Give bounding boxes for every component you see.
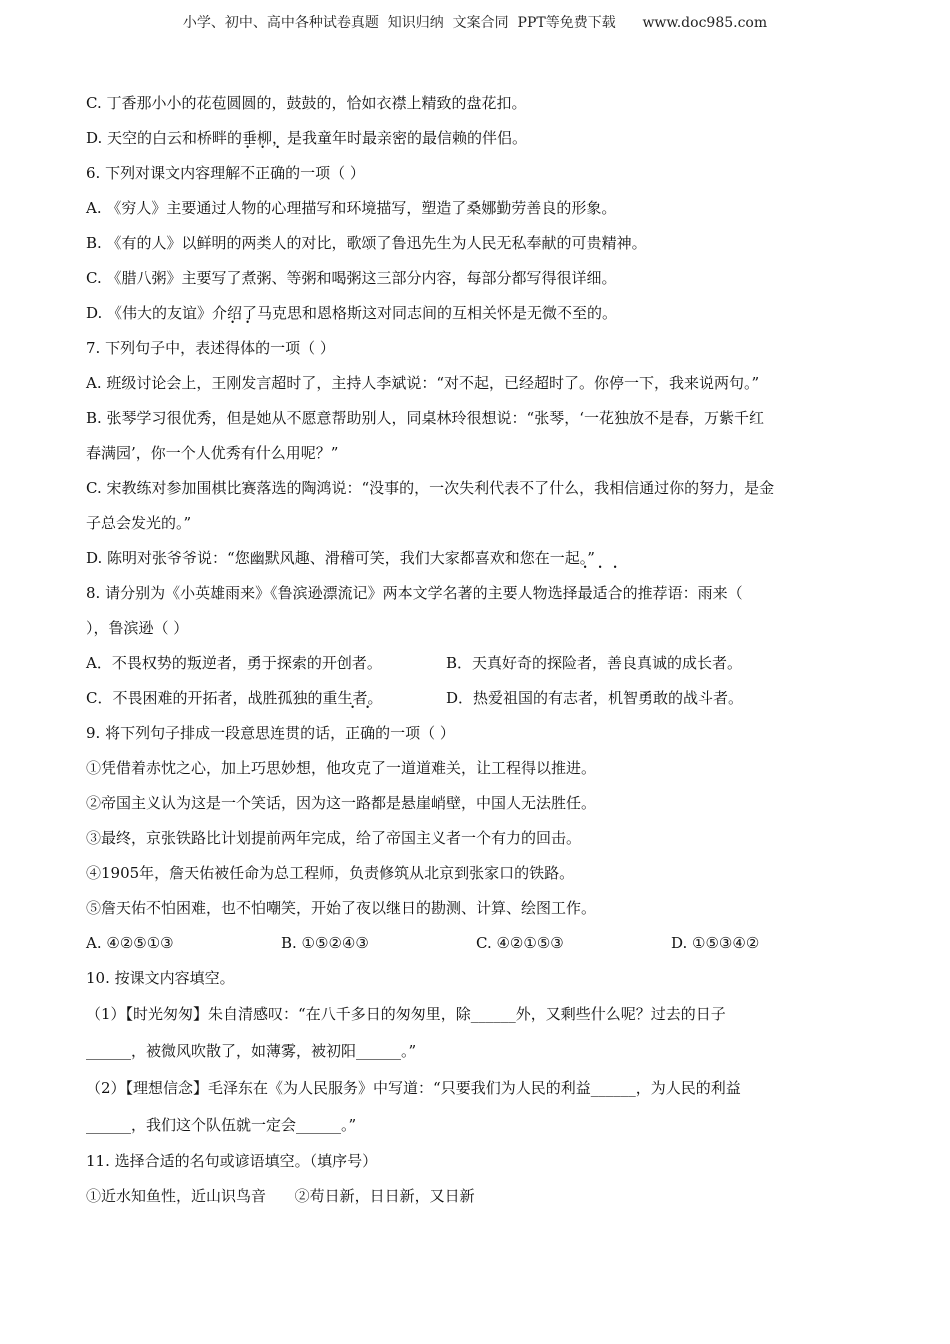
q7-stem-post: 的一项（ ） <box>255 339 335 357</box>
q7-option-b-2: 春满园’，你一个人优秀有什么用呢？” <box>86 444 339 462</box>
q9-option-b: B. ①⑤②④③ <box>281 934 369 952</box>
q6-stem-post: 的一项（ ） <box>285 164 365 182</box>
q8-stem-line2: ），鲁滨逊（ ） <box>86 619 189 637</box>
question-9 <box>86 716 866 751</box>
q10-line-2: ______，被微风吹散了，如薄雾，被初阳______。” <box>86 1042 417 1060</box>
emph-char: 得 <box>225 339 241 357</box>
q10-line-3: （2）【理想信念】毛泽东在《为人民服务》中写道：“只要我们为人民的利益______，为人民的利益 <box>86 1079 741 1097</box>
q6-option-a: A. 《穷人》主要通过人物的心理描写和环境描写，塑造了桑娜勤劳善良的形象。 <box>86 199 617 217</box>
q7-option-d: D. 陈明对张爷爷说：“您幽默风趣、滑稽可笑，我们大家都喜欢和您在一起。” <box>86 549 595 567</box>
q8-options-row2 <box>86 681 866 716</box>
emph-char: 体 <box>240 339 256 357</box>
q6-emphasis <box>240 156 285 191</box>
question-8 <box>86 576 866 611</box>
q7-option-b-1: B. 张琴学习很优秀，但是她从不愿意帮助别人，同桌林玲很想说：“张琴，‘一花独放不是春，万紫千红 <box>86 409 765 427</box>
q6-stem-pre: 6. 下列对课文内容理解 <box>86 164 241 182</box>
q6-option-b: B. 《有的人》以鲜明的两类人的对比，歌颂了鲁迅先生为人民无私奉献的可贵精神。 <box>86 234 647 252</box>
q8-option-d: D．热爱祖国的有志者，机智勇敢的战斗者。 <box>446 689 744 707</box>
q7-stem-pre: 7. 下列句子中，表述 <box>86 339 226 357</box>
emph-char: 确 <box>270 164 286 182</box>
q9-options <box>86 926 866 961</box>
q8-emphasis <box>578 576 623 611</box>
q9-sentence-2: ②帝国主义认为这是一个笑话，因为这一路都是悬崖峭壁，中国人无法胜任。 <box>86 794 597 812</box>
q9-option-c: C. ④②①⑤③ <box>476 934 564 952</box>
emph-char: 不 <box>240 164 256 182</box>
q7-emphasis <box>225 331 255 366</box>
question-7 <box>86 331 866 366</box>
question-11: 11. 选择合适的名句或谚语填空。（填序号） <box>86 1152 378 1170</box>
emph-char: 合 <box>607 584 623 602</box>
emph-char: 正 <box>255 164 271 182</box>
q7-option-c-1: C. 宋教练对参加围棋比赛落选的陶鸿说：“没事的，一次失利代表不了什么，我相信通过你的努力，是金 <box>86 479 775 497</box>
q10-line-4: ______，我们这个队伍就一定会______。” <box>86 1116 357 1134</box>
q6-option-c: C. 《腊八粥》主要写了煮粥、等粥和喝粥这三部分内容，每部分都写得很详细。 <box>86 269 617 287</box>
q8-options-row1 <box>86 646 866 681</box>
q9-sentence-5: ⑤詹天佑不怕困难，也不怕嘲笑，开始了夜以继日的勘测、计算、绘图工作。 <box>86 899 597 917</box>
q8-stem-post: 的推荐语：雨来（ <box>622 584 743 602</box>
q8-option-c: C．不畏困难的开拓者，战胜孤独的重生者。 <box>86 689 383 707</box>
q9-stem-post: 的一项（ ） <box>375 724 455 742</box>
document-body <box>86 86 866 1214</box>
q8-option-a: A．不畏权势的叛逆者，勇于探索的开创者。 <box>86 654 382 672</box>
question-10: 10. 按课文内容填空。 <box>86 969 235 987</box>
q11-line-1: ①近水知鱼性，近山识鸟音 ②苟日新，日日新，又日新 <box>86 1187 475 1205</box>
option-d-q5: D. 天空的白云和桥畔的垂柳，是我童年时最亲密的最信赖的伴侣。 <box>86 129 528 147</box>
q8-option-b: B．天真好奇的探险者，善良真诚的成长者。 <box>446 654 743 672</box>
q9-sentence-4: ④1905年，詹天佑被任命为总工程师，负责修筑从北京到张家口的铁路。 <box>86 864 575 882</box>
emph-char: 适 <box>592 584 608 602</box>
q9-sentence-1: ①凭借着赤忱之心，加上巧思妙想，他攻克了一道道难关，让工程得以推进。 <box>86 759 597 777</box>
question-6 <box>86 156 866 191</box>
q9-emphasis <box>345 716 375 751</box>
q7-option-a: A. 班级讨论会上，王刚发言超时了，主持人李斌说：“对不起，已经超时了。你停一下，我来说两句。” <box>86 374 760 392</box>
q8-stem-pre: 8. 请分别为《小英雄雨来》《鲁滨逊漂流记》两本文学名著的主要人物选择 <box>86 584 578 602</box>
emph-char: 最 <box>577 584 593 602</box>
q7-option-c-2: 子总会发光的。” <box>86 514 192 532</box>
page-header: 小学、初中、高中各种试卷真题 知识归纳 文案合同 PPT等免费下载 www.doc985.com <box>182 15 768 31</box>
q10-line-1: （1）【时光匆匆】朱自清感叹：“在八千多日的匆匆里，除______外，又剩些什么呢？过去的日子 <box>86 1005 726 1023</box>
option-c-q5: C. 丁香那小小的花苞圆圆的，鼓鼓的，恰如衣襟上精致的盘花扣。 <box>86 94 527 112</box>
q9-option-d: D. ①⑤③④② <box>671 934 760 952</box>
q9-stem-pre: 9. 将下列句子排成一段意思连贯的话， <box>86 724 346 742</box>
emph-char: 确 <box>360 724 376 742</box>
q9-sentence-3: ③最终，京张铁路比计划提前两年完成，给了帝国主义者一个有力的回击。 <box>86 829 582 847</box>
emph-char: 正 <box>345 724 361 742</box>
q9-option-a: A. ④②⑤①③ <box>86 934 174 952</box>
q6-option-d: D. 《伟大的友谊》介绍了马克思和恩格斯这对同志间的互相关怀是无微不至的。 <box>86 304 618 322</box>
